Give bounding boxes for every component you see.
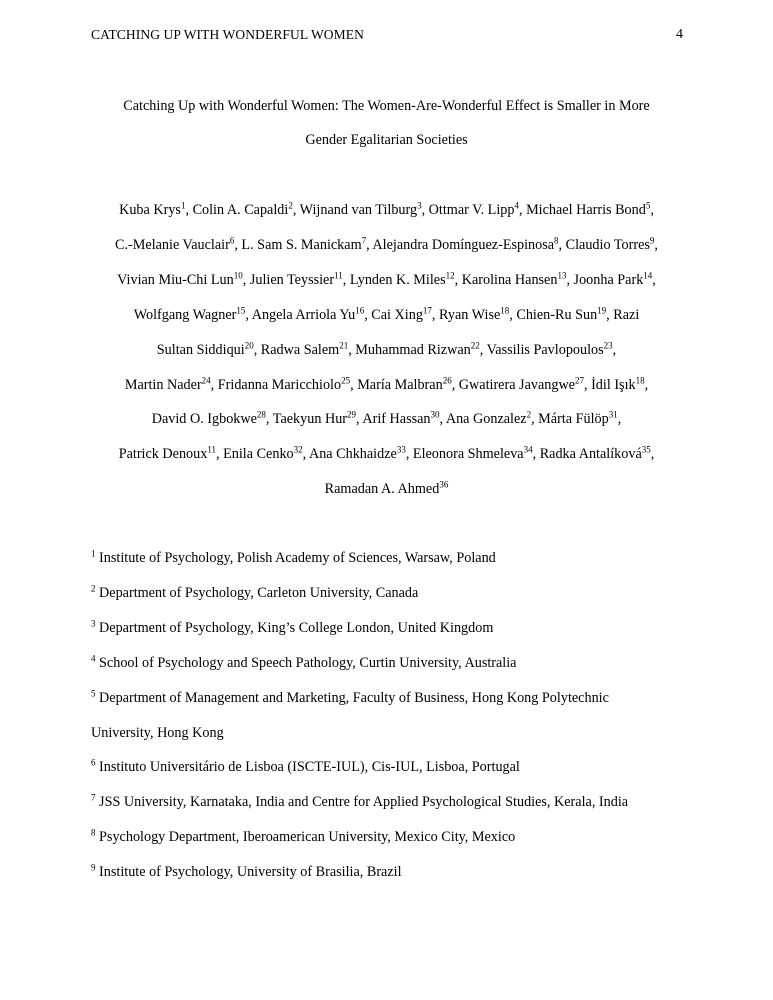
author-line: C.-Melanie Vauclair$^6$, L. Sam S. Manickam$^7$, Alejandra Domínguez-Espinosa$^8$, Claudio Torres$^9$, [115,235,658,253]
author: Claudio Torres$^9$ [565,235,655,253]
affiliation: $^8$ Psychology Department, Iberoamerican University, Mexico City, Mexico [91,827,516,846]
author-line: Martin Nader$^{24}$, Fridanna Maricchiolo$^{25}$, María Malbran$^{26}$, Gwatirera Javangwe$^{27}$, İdil Işık$^{18}$, [124,374,649,393]
author: Michael Harris Bond$^5$ [526,200,651,218]
author: Vassilis Pavlopoulos$^{23}$ [486,339,613,358]
author: Enila Cenko$^{32}$ [223,444,303,463]
paper-title [60,89,713,157]
author: Colin A. Capaldi$^2$ [192,200,293,218]
author: Ana Gonzalez$^2$ [445,409,532,428]
author: Kuba Krys$^1$ [119,200,186,218]
author: Ana Chkhaidze$^{33}$ [308,444,406,463]
author-line: Kuba Krys$^1$, Colin A. Capaldi$^2$, Wijnand van Tilburg$^3$, Ottmar V. Lipp$^4$, Michael Harris Bond$^5$, [119,200,654,218]
page-number: 4 [676,27,683,42]
author: C.-Melanie Vauclair$^6$ [115,235,235,253]
affiliation: $^9$ Institute of Psychology, University of Brasilia, Brazil [91,862,402,881]
author-line: Patrick Denoux$^{11}$, Enila Cenko$^{32}$, Ana Chkhaidze$^{33}$, Eleonora Shmeleva$^{34}$, Radka Antalíková$^{35}$, [118,444,655,463]
author: Lynden K. Miles$^{12}$ [349,270,455,288]
author: Fridanna Maricchiolo$^{25}$ [217,374,351,393]
author: María Malbran$^{26}$ [357,374,452,393]
author: Ryan Wise$^{18}$ [439,304,510,323]
affiliation: $^3$ Department of Psychology, King’s College London, United Kingdom [91,618,494,636]
author: Angela Arriola Yu$^{16}$ [251,304,365,323]
author: Sultan Siddiqui$^{20}$ [156,339,254,358]
author: Ottmar V. Lipp$^4$ [428,200,519,218]
author-list [70,193,703,507]
author-line: Vivian Miu-Chi Lun$^{10}$, Julien Teyssier$^{11}$, Lynden K. Miles$^{12}$, Karolina Hansen$^{13}$, Joonha Park$^{14}$, [117,270,656,288]
affiliation: $^1$ Institute of Psychology, Polish Academy of Sciences, Warsaw, Poland [91,548,496,566]
author: Márta Fülöp$^{31}$ [538,409,618,428]
author: Gwatirera Javangwe$^{27}$ [458,374,584,393]
author: Muhammad Rizwan$^{22}$ [355,339,480,358]
author: Alejandra Domínguez-Espinosa$^8$ [372,235,559,253]
author: Wolfgang Wagner$^{15}$ [133,304,246,323]
author: Julien Teyssier$^{11}$ [249,270,343,288]
author: Eleonora Shmeleva$^{34}$ [412,444,533,463]
author: Arif Hassan$^{30}$ [362,409,440,428]
author: David O. Igbokwe$^{28}$ [151,409,266,428]
affiliation-continuation: University, Hong Kong [91,724,224,741]
author-line: Wolfgang Wagner$^{15}$, Angela Arriola Yu$^{16}$, Cai Xing$^{17}$, Ryan Wise$^{18}$, Chien-Ru Sun$^{19}$, Razi [133,304,640,323]
author: Wijnand van Tilburg$^3$ [299,200,422,218]
author: Vivian Miu-Chi Lun$^{10}$ [117,270,243,288]
title-line-1: Catching Up with Wonderful Women: The Women-Are-Wonderful Effect is Smaller in More [123,98,650,114]
author: Chien-Ru Sun$^{19}$ [516,304,607,323]
running-head: CATCHING UP WITH WONDERFUL WOMEN [91,27,364,42]
author: Karolina Hansen$^{13}$ [461,270,567,288]
author: Ramadan A. Ahmed$^{36}$ [324,479,449,498]
author: Radka Antalíková$^{35}$ [539,444,651,463]
affiliation: $^4$ School of Psychology and Speech Pathology, Curtin University, Australia [91,652,517,671]
title-line-2: Gender Egalitarian Societies [305,132,468,148]
author: Radwa Salem$^{21}$ [260,339,349,358]
affiliation: $^2$ Department of Psychology, Carleton University, Canada [91,583,419,601]
author: Taekyun Hur$^{29}$ [272,409,357,428]
author-line: Sultan Siddiqui$^{20}$, Radwa Salem$^{21}$, Muhammad Rizwan$^{22}$, Vassilis Pavlopoulos$^{23}$, [156,339,617,358]
author: Martin Nader$^{24}$ [124,374,211,393]
author-line [70,472,703,507]
author: Cai Xing$^{17}$ [371,304,432,323]
affiliation: $^5$ Department of Management and Marketing, Faculty of Business, Hong Kong Polytechnic [91,687,609,706]
author: İdil Işık$^{18}$ [591,374,645,393]
affiliation: $^7$ JSS University, Karnataka, India and Centre for Applied Psychological Studies, Kerala, India [91,792,629,811]
affiliation: $^6$ Instituto Universitário de Lisboa (ISCTE-IUL), Cis-IUL, Lisboa, Portugal [91,757,520,776]
affiliation-list [91,541,691,890]
author-line: David O. Igbokwe$^{28}$, Taekyun Hur$^{29}$, Arif Hassan$^{30}$, Ana Gonzalez$^2$, Márta Fülöp$^{31}$, [151,409,622,428]
author: Patrick Denoux$^{11}$ [118,444,217,463]
author: Joonha Park$^{14}$ [573,270,653,288]
author: L. Sam S. Manickam$^7$ [241,235,367,253]
